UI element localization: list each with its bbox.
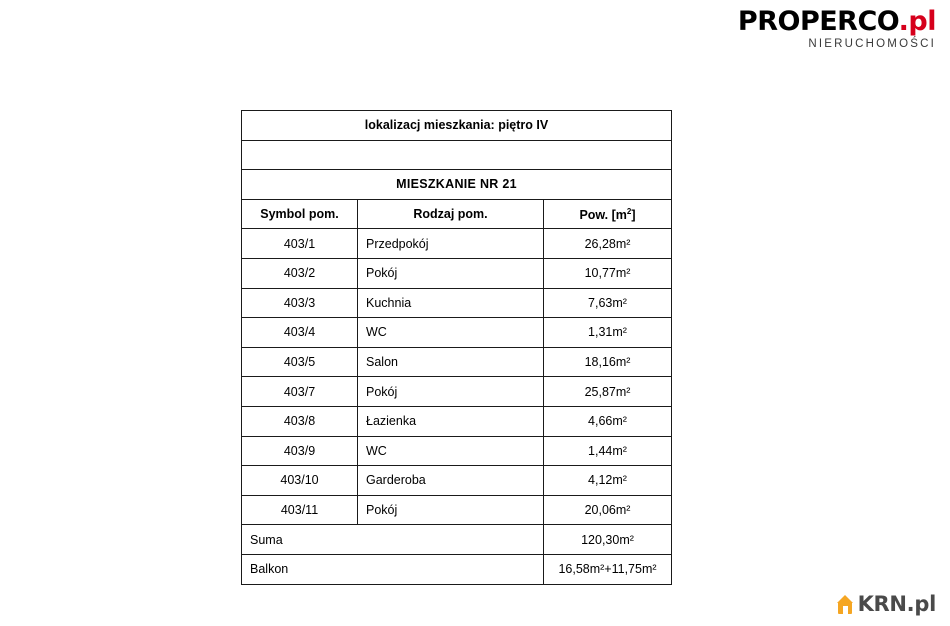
room-area: 20,06m² — [544, 495, 672, 525]
room-kind: WC — [358, 436, 544, 466]
house-icon — [837, 595, 854, 614]
logo-brand-accent: .pl — [898, 6, 936, 37]
summary-label: Suma — [242, 525, 544, 555]
logo-subtitle: NIERUCHOMOŚCI — [808, 38, 936, 51]
room-area: 4,12m² — [544, 466, 672, 496]
table-row — [242, 347, 672, 377]
room-symbol: 403/10 — [242, 466, 358, 496]
house-door-shape — [843, 606, 848, 614]
room-area: 25,87m² — [544, 377, 672, 407]
table-header-row — [242, 199, 672, 229]
column-header-symbol: Symbol pom. — [242, 199, 358, 229]
room-symbol: 403/8 — [242, 406, 358, 436]
room-kind: Pokój — [358, 258, 544, 288]
logo-brand-main: PROPERCO — [737, 6, 899, 37]
blank-cell — [242, 140, 672, 170]
table-row-title — [242, 170, 672, 200]
table-row — [242, 466, 672, 496]
room-symbol: 403/11 — [242, 495, 358, 525]
room-kind: Łazienka — [358, 406, 544, 436]
balcony-label: Balkon — [242, 554, 544, 584]
location-label: lokalizacj mieszkania: piętro IV — [242, 111, 672, 141]
room-symbol: 403/7 — [242, 377, 358, 407]
column-header-area-text: Pow. [m — [579, 207, 627, 222]
room-area: 26,28m² — [544, 229, 672, 259]
table-body — [242, 111, 672, 585]
table-row-location — [242, 111, 672, 141]
room-kind: Pokój — [358, 495, 544, 525]
logo-brand-name — [686, 8, 936, 36]
room-symbol: 403/4 — [242, 318, 358, 348]
room-symbol: 403/2 — [242, 258, 358, 288]
room-area: 4,66m² — [544, 406, 672, 436]
room-kind: Salon — [358, 347, 544, 377]
properco-logo — [686, 8, 936, 50]
room-kind: Garderoba — [358, 466, 544, 496]
balcony-value: 16,58m²+11,75m² — [544, 554, 672, 584]
room-symbol: 403/1 — [242, 229, 358, 259]
room-kind: WC — [358, 318, 544, 348]
summary-value: 120,30m² — [544, 525, 672, 555]
column-header-kind: Rodzaj pom. — [358, 199, 544, 229]
table-row — [242, 495, 672, 525]
table-row — [242, 229, 672, 259]
room-area: 10,77m² — [544, 258, 672, 288]
room-area: 18,16m² — [544, 347, 672, 377]
table-row — [242, 406, 672, 436]
room-kind: Kuchnia — [358, 288, 544, 318]
table-row-balcony — [242, 554, 672, 584]
room-area: 1,31m² — [544, 318, 672, 348]
column-header-area-sup: 2 — [626, 206, 632, 216]
apartment-rooms-table — [241, 110, 672, 585]
table-row-blank — [242, 140, 672, 170]
room-area: 7,63m² — [544, 288, 672, 318]
room-symbol: 403/3 — [242, 288, 358, 318]
krn-watermark-text: KRN.pl — [857, 592, 936, 616]
room-symbol: 403/5 — [242, 347, 358, 377]
room-area: 1,44m² — [544, 436, 672, 466]
table-row — [242, 288, 672, 318]
table-row — [242, 258, 672, 288]
column-header-area-close: ] — [631, 207, 636, 222]
room-symbol: 403/9 — [242, 436, 358, 466]
column-header-area — [544, 199, 672, 229]
table-row — [242, 318, 672, 348]
table-row-summary — [242, 525, 672, 555]
room-kind: Pokój — [358, 377, 544, 407]
krn-watermark — [837, 592, 936, 616]
table-row — [242, 436, 672, 466]
room-kind: Przedpokój — [358, 229, 544, 259]
table-row — [242, 377, 672, 407]
apartment-title: MIESZKANIE NR 21 — [242, 170, 672, 200]
